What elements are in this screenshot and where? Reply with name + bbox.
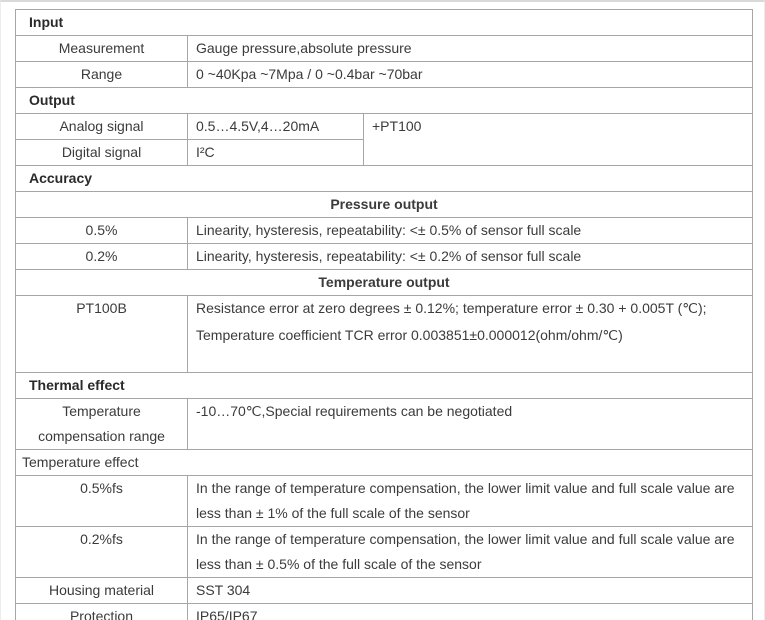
fs-02-value: In the range of temperature compensation, the lower limit value and full scale value are less than ± 0.5% of the full scale of the sensor	[188, 527, 753, 578]
output-section-row	[16, 88, 753, 114]
range-value: 0 ~40Kpa ~7Mpa / 0 ~0.4bar ~70bar	[188, 62, 753, 88]
subheader-pressure-output: Pressure output	[16, 192, 753, 218]
analog-signal-label: Analog signal	[16, 114, 188, 140]
section-header-output: Output	[16, 88, 753, 114]
pt100b-value	[188, 296, 753, 373]
temperature-output-subheader-row	[16, 270, 753, 296]
protection-value: IP65/IP67	[188, 604, 753, 620]
housing-material-label: Housing material	[16, 578, 188, 604]
pt100b-row	[16, 296, 753, 373]
section-header-input: Input	[16, 10, 753, 36]
fs-05-value: In the range of temperature compensation, the lower limit value and full scale value are less than ± 1% of the full scale of the sensor	[188, 476, 753, 527]
pt100b-label: PT100B	[16, 296, 188, 373]
accuracy-05-row	[16, 218, 753, 244]
fs-02-row	[16, 527, 753, 578]
fs-02-label: 0.2%fs	[16, 527, 188, 578]
protection-label: Protection	[16, 604, 188, 620]
compensation-range-label: Temperature compensation range	[16, 399, 188, 450]
fs-05-label: 0.5%fs	[16, 476, 188, 527]
compensation-range-row	[16, 399, 753, 450]
pt100b-value-line-1: Resistance error at zero degrees ± 0.12%; temperature error ± 0.30 + 0.005T (℃);	[196, 300, 707, 316]
measurement-label: Measurement	[16, 36, 188, 62]
thermal-section-row	[16, 373, 753, 399]
accuracy-05-value: Linearity, hysteresis, repeatability: <± 0.5% of sensor full scale	[188, 218, 753, 244]
spec-table	[15, 9, 753, 620]
analog-signal-value: 0.5…4.5V,4…20mA	[188, 114, 364, 140]
protection-row	[16, 604, 753, 620]
accuracy-02-row	[16, 244, 753, 270]
accuracy-02-label: 0.2%	[16, 244, 188, 270]
analog-signal-row	[16, 114, 753, 140]
accuracy-05-label: 0.5%	[16, 218, 188, 244]
accuracy-02-value: Linearity, hysteresis, repeatability: <± 0.2% of sensor full scale	[188, 244, 753, 270]
housing-material-value: SST 304	[188, 578, 753, 604]
temperature-effect-header: Temperature effect	[16, 450, 753, 476]
measurement-value: Gauge pressure,absolute pressure	[188, 36, 753, 62]
pressure-output-subheader-row	[16, 192, 753, 218]
digital-signal-value: I²C	[188, 140, 364, 166]
housing-material-row	[16, 578, 753, 604]
range-label: Range	[16, 62, 188, 88]
fs-05-row	[16, 476, 753, 527]
input-section-row	[16, 10, 753, 36]
digital-signal-label: Digital signal	[16, 140, 188, 166]
compensation-range-value: -10…70℃,Special requirements can be negotiated	[188, 399, 753, 450]
range-row	[16, 62, 753, 88]
output-extra-value: +PT100	[364, 114, 753, 166]
accuracy-section-row	[16, 166, 753, 192]
pt100b-value-line-2: Temperature coefficient TCR error 0.003851±0.000012(ohm/ohm/℃)	[196, 327, 623, 343]
section-header-thermal-effect: Thermal effect	[16, 373, 753, 399]
temperature-effect-header-row	[16, 450, 753, 476]
measurement-row	[16, 36, 753, 62]
section-header-accuracy: Accuracy	[16, 166, 753, 192]
subheader-temperature-output: Temperature output	[16, 270, 753, 296]
